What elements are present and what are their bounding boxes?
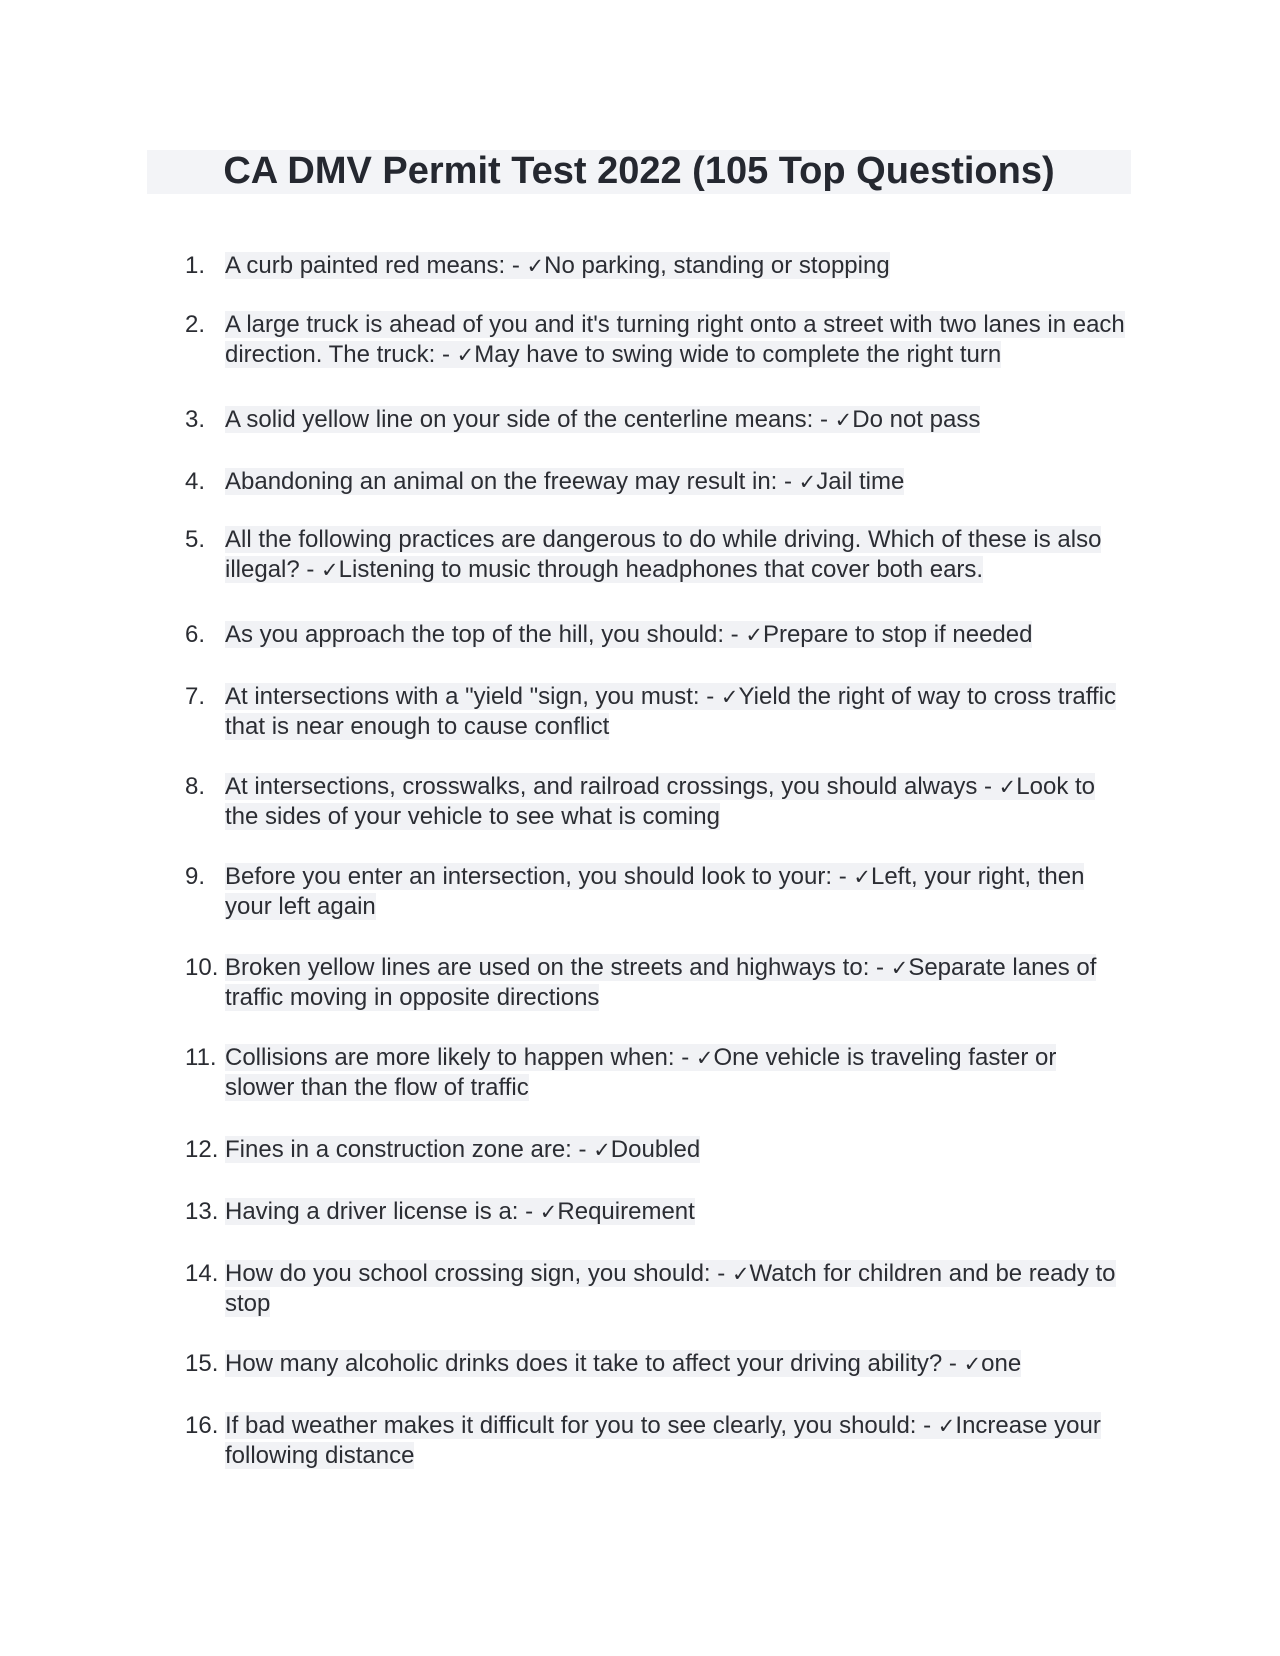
question-text xyxy=(225,1135,1125,1165)
list-item xyxy=(185,525,1125,585)
answer-text: Do not pass xyxy=(852,406,981,433)
check-icon: ✓ xyxy=(593,1138,611,1162)
answer-text: Left, your right, then your left again xyxy=(225,863,1085,920)
question-text xyxy=(225,682,1125,742)
list-item xyxy=(185,1349,1125,1379)
list-item xyxy=(185,1259,1125,1319)
check-icon: ✓ xyxy=(998,775,1017,799)
question-text xyxy=(225,1411,1125,1471)
check-icon: ✓ xyxy=(539,1200,558,1224)
question-number: 13. xyxy=(185,1198,219,1225)
question-text xyxy=(225,467,1125,497)
list-item xyxy=(185,1043,1125,1103)
question-text xyxy=(225,1349,1125,1379)
question-text xyxy=(225,1259,1125,1319)
list-item xyxy=(185,620,1125,650)
list-item xyxy=(185,467,1125,497)
answer-text: May have to swing wide to complete the right turn xyxy=(474,341,1002,368)
question-number: 8. xyxy=(185,773,206,800)
question-text xyxy=(225,772,1125,832)
question-number: 10. xyxy=(185,954,219,981)
question-prompt: At intersections with a "yield "sign, you must: - xyxy=(225,683,721,710)
answer-text: Prepare to stop if needed xyxy=(762,621,1033,648)
check-icon: ✓ xyxy=(890,956,909,980)
answer-text: Watch for children and be ready to stop xyxy=(225,1260,1116,1317)
question-number: 14. xyxy=(185,1260,219,1287)
answer-text: One vehicle is traveling faster or slower than the flow of traffic xyxy=(225,1044,1057,1101)
check-icon: ✓ xyxy=(695,1046,714,1070)
check-icon: ✓ xyxy=(745,623,763,647)
question-number: 11. xyxy=(185,1044,217,1071)
list-item xyxy=(185,772,1125,832)
page-title: CA DMV Permit Test 2022 (105 Top Questions) xyxy=(223,150,1055,192)
question-number: 15. xyxy=(185,1350,219,1377)
answer-text: Increase your following distance xyxy=(225,1412,1101,1469)
question-number: 12. xyxy=(185,1136,219,1163)
check-icon: ✓ xyxy=(963,1352,982,1376)
question-text xyxy=(225,620,1125,650)
check-icon: ✓ xyxy=(853,865,871,889)
list-item xyxy=(185,251,1125,281)
list-item xyxy=(185,405,1125,435)
question-number: 6. xyxy=(185,621,206,648)
question-text xyxy=(225,525,1125,585)
question-text xyxy=(225,862,1125,922)
question-prompt: At intersections, crosswalks, and railroad crossings, you should always - xyxy=(225,773,999,800)
check-icon: ✓ xyxy=(321,558,339,582)
question-prompt: As you approach the top of the hill, you should: - xyxy=(225,621,746,648)
question-number: 1. xyxy=(185,252,206,279)
check-icon: ✓ xyxy=(731,1262,750,1286)
question-text xyxy=(225,1043,1125,1103)
answer-text: Jail time xyxy=(816,468,905,495)
question-text xyxy=(225,953,1125,1013)
question-text xyxy=(225,405,1125,435)
list-item xyxy=(185,1135,1125,1165)
question-prompt: A large truck is ahead of you and it's turning right onto a street with two lanes in each direction. The truck: - xyxy=(225,311,1125,368)
check-icon: ✓ xyxy=(937,1414,956,1438)
answer-text: Yield the right of way to cross traffic that is near enough to cause conflict xyxy=(225,683,1117,740)
question-number: 5. xyxy=(185,526,206,553)
question-prompt: Having a driver license is a: - xyxy=(225,1198,540,1225)
answer-text: Requirement xyxy=(557,1198,695,1225)
question-prompt: Abandoning an animal on the freeway may result in: - xyxy=(225,468,799,495)
question-number: 2. xyxy=(185,311,206,338)
answer-text: one xyxy=(981,1350,1022,1377)
question-text xyxy=(225,1197,1125,1227)
question-prompt: A solid yellow line on your side of the centerline means: - xyxy=(225,406,835,433)
list-item xyxy=(185,682,1125,742)
answer-text: Separate lanes of traffic moving in opposite directions xyxy=(225,954,1097,1011)
check-icon: ✓ xyxy=(798,470,817,494)
question-number: 16. xyxy=(185,1412,219,1439)
question-prompt: If bad weather makes it difficult for you to see clearly, you should: - xyxy=(225,1412,938,1439)
list-item xyxy=(185,953,1125,1013)
question-prompt: Broken yellow lines are used on the streets and highways to: - xyxy=(225,954,891,981)
check-icon: ✓ xyxy=(834,408,853,432)
question-prompt: A curb painted red means: - xyxy=(225,252,527,279)
question-prompt: Collisions are more likely to happen when: - xyxy=(225,1044,696,1071)
question-number: 9. xyxy=(185,863,206,890)
question-text xyxy=(225,310,1125,370)
check-icon: ✓ xyxy=(526,254,545,278)
check-icon: ✓ xyxy=(720,685,739,709)
question-number: 3. xyxy=(185,406,206,433)
question-prompt: How do you school crossing sign, you should: - xyxy=(225,1260,732,1287)
question-prompt: All the following practices are dangerous to do while driving. Which of these is also illegal? - xyxy=(225,526,1102,583)
answer-text: Look to the sides of your vehicle to see what is coming xyxy=(225,773,1096,830)
list-item xyxy=(185,1411,1125,1471)
question-prompt: Fines in a construction zone are: - xyxy=(225,1136,594,1163)
check-icon: ✓ xyxy=(456,343,475,367)
list-item xyxy=(185,310,1125,370)
question-prompt: How many alcoholic drinks does it take to affect your driving ability? - xyxy=(225,1350,964,1377)
question-number: 4. xyxy=(185,468,206,495)
question-number: 7. xyxy=(185,683,206,710)
answer-text: No parking, standing or stopping xyxy=(544,252,890,279)
question-prompt: Before you enter an intersection, you should look to your: - xyxy=(225,863,854,890)
answer-text: Listening to music through headphones that cover both ears. xyxy=(338,556,984,583)
list-item xyxy=(185,1197,1125,1227)
list-item xyxy=(185,862,1125,922)
answer-text: Doubled xyxy=(610,1136,701,1163)
question-text xyxy=(225,251,1125,281)
